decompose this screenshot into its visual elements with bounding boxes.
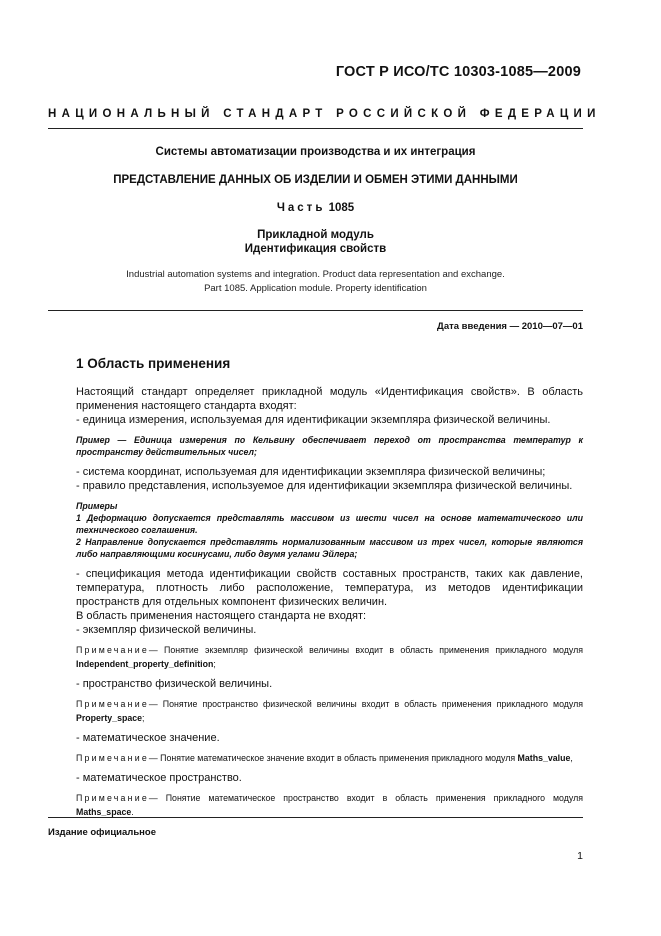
excluded-item-1: - экземпляр физической величины. — [76, 624, 257, 636]
footer-rule — [48, 817, 583, 818]
scope-item-1: - единица измерения, используемая для идентификации экземпляра физической величины. — [76, 414, 551, 426]
document-id: ГОСТ Р ИСО/ТС 10303-1085—2009 — [335, 64, 581, 80]
excluded-item-2: - пространство физической величины. — [76, 678, 273, 690]
title-module-block — [48, 228, 583, 256]
top-rule — [48, 128, 583, 129]
title-systems: Системы автоматизации производства и их интеграция — [155, 146, 476, 158]
english-title-line1: Industrial automation systems and integration. Product data representation and exchange. — [126, 269, 505, 280]
edition-label: Издание официальное — [48, 827, 156, 838]
example-3: 2 Направление допускается представлять нормализованным массивом из трех чисел, которые являются либо направляющими косинусами, либо двумя углами Эйлера; — [76, 537, 583, 559]
title-module: Прикладной модуль — [257, 229, 374, 241]
note-3-text: — Понятие математическое значение входит в область применения прикладного модуля — [148, 753, 518, 763]
note-2-text: — Понятие пространство физической величины входит в область применения прикладного модуля — [148, 699, 583, 709]
scope-item-4: - спецификация метода идентификации свойств составных пространств, таких как давление, температура, плотность либо расположение, температура, из методов идентификации пространств для отдельных компонент физических величин. — [76, 568, 583, 608]
note-3-module: Maths_value — [517, 753, 571, 763]
scope-item-3: - правило представления, используемое для идентификации экземпляра физической величины. — [76, 480, 573, 492]
english-title-line2: Part 1085. Application module. Property identification — [204, 283, 427, 294]
note-2: Примечание— Понятие пространство физической величины входит в область применения прикладного модуля Property_space; — [76, 699, 583, 723]
effective-date: Дата введения — 2010—07—01 — [437, 321, 583, 332]
excluded-item-3: - математическое значение. — [76, 732, 220, 744]
note-2-module: Property_space — [76, 713, 143, 723]
examples-label: Примеры — [76, 501, 118, 511]
national-standard-banner: НАЦИОНАЛЬНЫЙ СТАНДАРТ РОССИЙСКОЙ ФЕДЕРАЦИИ — [48, 108, 601, 120]
note-label: Примечание — [76, 645, 149, 655]
bottom-title-rule — [48, 310, 583, 311]
section-title: 1 Область применения — [76, 356, 231, 371]
title-part — [48, 202, 583, 214]
note-label: Примечание — [76, 699, 149, 709]
note-3: Примечание— Понятие математическое значение входит в область применения прикладного модуля Maths_value, — [76, 753, 573, 763]
note-4-text: — Понятие математическое пространство входит в область применения прикладного модуля — [148, 793, 583, 803]
title-representation: ПРЕДСТАВЛЕНИЕ ДАННЫХ ОБ ИЗДЕЛИИ И ОБМЕН ЭТИМИ ДАННЫМИ — [113, 174, 518, 186]
note-label: Примечание — [76, 753, 149, 763]
note-1: Примечание— Понятие экземпляр физической величины входит в область применения прикладного модуля Independent_property_definition; — [76, 645, 583, 669]
excluded-item-4: - математическое пространство. — [76, 772, 242, 784]
note-label: Примечание — [76, 793, 149, 803]
intro-paragraph: Настоящий стандарт определяет прикладной модуль «Идентификация свойств». В область применения настоящего стандарта входят: — [76, 386, 583, 412]
english-title — [48, 268, 583, 296]
note-1-text: — Понятие экземпляр физической величины входит в область применения прикладного модуля — [148, 645, 583, 655]
note-4: Примечание— Понятие математическое пространство входит в область применения прикладного модуля Maths_space. — [76, 793, 583, 817]
page-number: 1 — [577, 850, 583, 862]
scope-item-2: - система координат, используемая для идентификации экземпляра физической величины; — [76, 466, 546, 478]
example-1: Пример — Единица измерения по Кельвину обеспечивает переход от пространства температур к пространству действительных чисел; — [76, 435, 583, 457]
example-2: 1 Деформацию допускается представлять массивом из шести чисел на основе математического или технического соглашения. — [76, 513, 583, 535]
title-subject: Идентификация свойств — [244, 243, 387, 255]
part-number: 1085 — [328, 202, 355, 214]
part-word: Часть — [276, 202, 326, 214]
note-4-module: Maths_space — [76, 807, 132, 817]
section-body — [76, 385, 583, 819]
note-1-module: Independent_property_definition — [76, 659, 214, 669]
out-of-scope-intro: В область применения настоящего стандарта не входят: — [76, 610, 367, 622]
